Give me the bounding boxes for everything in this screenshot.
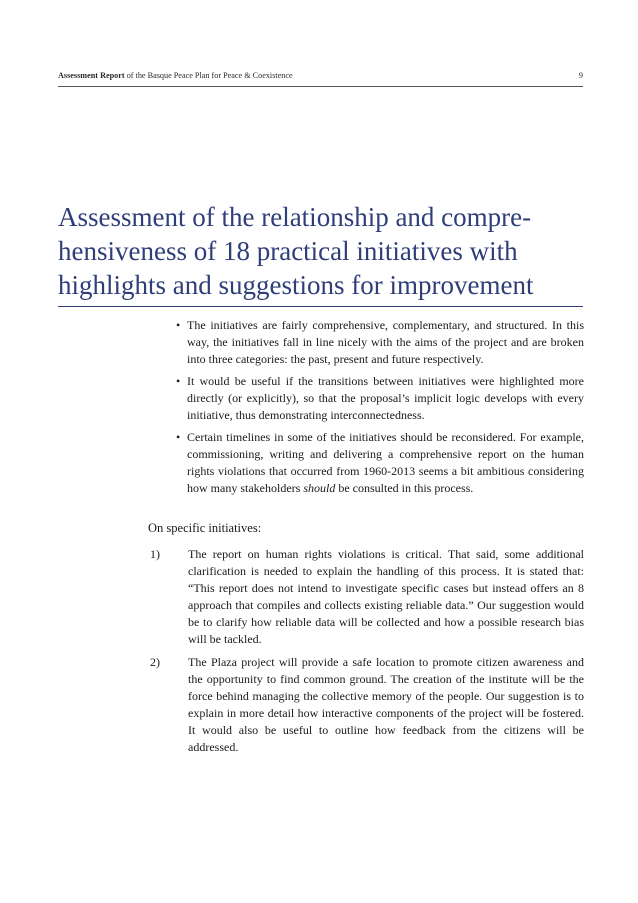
section-title-line-3: highlights and suggestions for improvement [58,270,534,300]
bullet-item [176,373,584,424]
bullet-marker: • [176,318,181,332]
initiative-number: 1) [150,547,160,561]
bullet-text [187,430,584,495]
initiative-item [148,654,584,756]
title-divider [58,306,583,307]
bullet-list [176,317,584,502]
header-title-rest: of the Basque Peace Plan for Peace & Coexistence [124,71,293,80]
initiative-text: The Plaza project will provide a safe location to promote citizen awareness and the opportunity to find common ground. The creation of the institute will be the force behind managing the collective memory of the people. Our suggestion is to explain in more detail how interactive components of the project will be fostered. It would also be useful to outline how feedback from the citizens will be addressed. [188,655,584,754]
bullet-item [176,429,584,497]
specific-initiatives-heading: On specific initiatives: [148,521,262,535]
bullet-marker: • [176,374,181,388]
header-title-bold: Assessment Report [58,71,125,80]
header-divider [58,86,583,87]
bullet-item [176,317,584,368]
page-number: 9 [578,71,583,80]
bullet-text-part: be consulted in this process. [335,481,474,495]
running-header [58,70,583,84]
initiative-number: 2) [150,655,160,669]
initiative-list [148,546,584,762]
initiative-item [148,546,584,648]
section-title-line-1: Assessment of the relationship and compre- [58,202,532,232]
bullet-text: The initiatives are fairly comprehensive, complementary, and structured. In this way, the initiatives fall in line nicely with the aims of the project and are broken into three categories: the past, present and future respectively. [187,318,584,366]
section-title-line-2: hensiveness of 18 practical initiatives with [58,236,518,266]
bullet-text-emphasis: should [303,481,336,495]
section-title [58,200,598,302]
bullet-text-part: Certain timelines in some of the initiatives should be reconsidered. For example, commissioning, writing and delivering a comprehensive report on the human rights violations that occurred from 1960-2013 seems a bit ambitious considering how many stakeholders [187,430,584,495]
header-title [58,70,293,82]
initiative-text: The report on human rights violations is critical. That said, some additional clarification is needed to explain the handling of this process. It is stated that: “This report does not intend to investigate specific cases but instead offers an 8 approach that compiles and collects existing reliable data.” Our suggestion would be to clarify how reliable data will be collected and how a possible research bias will be tackled. [188,547,584,646]
bullet-marker: • [176,430,181,444]
bullet-text: It would be useful if the transitions between initiatives were highlighted more directly (or explicitly), so that the proposal’s implicit logic develops with every initiative, thus demonstrating interconnectedness. [187,374,584,422]
